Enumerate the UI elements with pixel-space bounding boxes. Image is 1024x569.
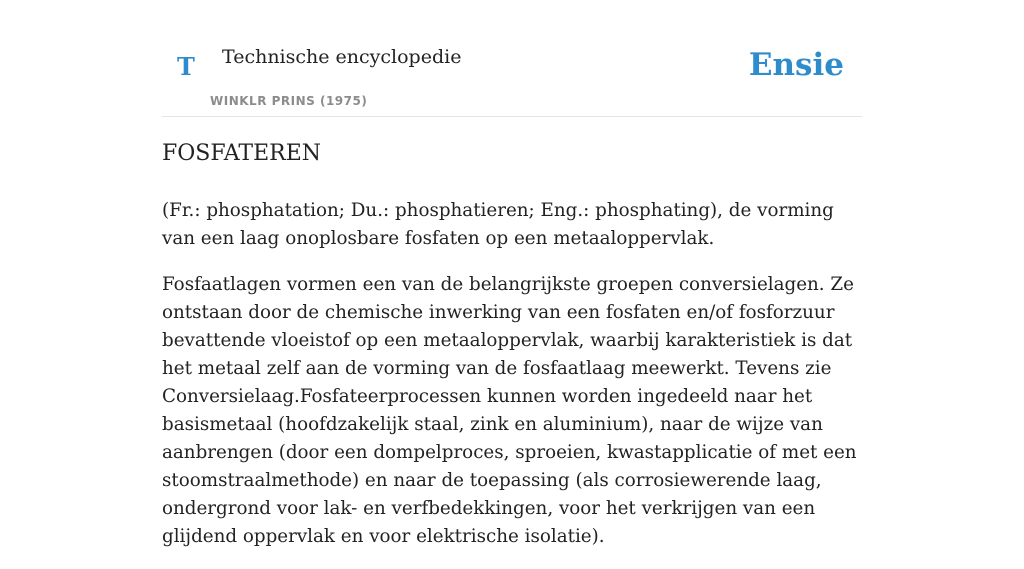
encyclopedia-logo[interactable]: T	[177, 52, 195, 81]
article-headword: FOSFATEREN	[162, 141, 322, 166]
header	[162, 0, 862, 117]
article-paragraph: Fosfaatlagen vormen een van de belangrijkste groepen conversielagen. Ze ontstaan door de chemische inwerking van een fosfaten en/of fosforzuur bevattende vloeistof op een metaaloppervlak, waarbij karakteristiek is dat het metaal zelf aan de vorming van de fosfaatlaag meewerkt. Tevens zie Conversielaag.Fosfateerprocessen kunnen worden ingedeeld naar het basismetaal (hoofdzakelijk staal, zink en aluminium), naar de wijze van aanbrengen (door een dompelproces, sproeien, kwastapplicatie of met een stoomstraalmethode) en naar de toepassing (als corrosiewerende laag, ondergrond voor lak- en verfbedekkingen, voor het verkrijgen van een glijdend oppervlak en voor elektrische isolatie).	[162, 274, 857, 547]
source-subtitle: WINKLR PRINS (1975)	[210, 94, 368, 108]
source-title[interactable]: Technische encyclopedie	[222, 46, 462, 68]
article-paragraph: (Fr.: phosphatation; Du.: phosphatieren; Eng.: phosphating), de vorming van een laag onoplosbare fosfaten op een metaaloppervlak.	[162, 200, 834, 249]
article	[162, 138, 862, 569]
ensie-logo[interactable]: Ensie	[748, 47, 844, 83]
